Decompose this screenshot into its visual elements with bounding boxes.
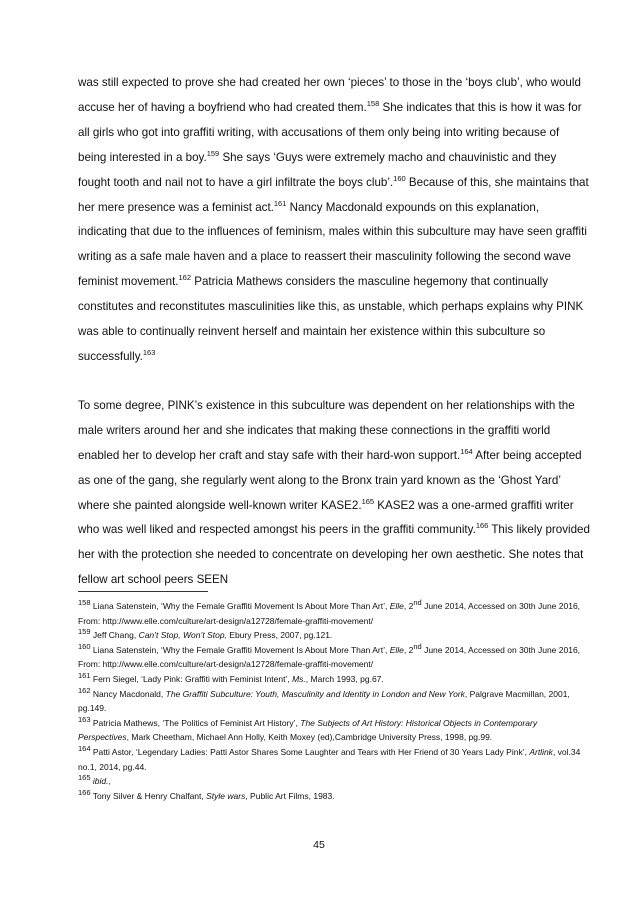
italic-title: Can’t Stop, Won’t Stop,	[138, 630, 227, 641]
footnote	[78, 774, 590, 789]
footnote-ref: 164	[78, 744, 91, 754]
italic-title: Style wars	[206, 790, 246, 801]
footnote-ref: 160	[393, 173, 406, 183]
footnote-ref: 159	[78, 627, 91, 637]
footnote-ref: 162	[178, 273, 192, 283]
paragraph-text: was still expected to prove she had created her own ‘pieces’ to those in the ‘boys club’, who would accuse her of having a boyfriend who had created them.	[78, 76, 581, 114]
footnote-text: Fern Siegel, ‘Lady Pink: Graffiti with Feminist Intent’,	[90, 673, 293, 684]
footnote-text: Patti Astor, ‘Legendary Ladies: Patti Astor Shares Some Laughter and Tears with Her Friend of 30 Years Lady Pink’,	[90, 746, 530, 757]
footnote	[78, 643, 590, 672]
page-number: 45	[313, 839, 325, 851]
paragraph	[78, 394, 590, 593]
footnote	[78, 716, 590, 745]
footnote-ref: 165	[78, 773, 91, 783]
footnote-text: Ebury Press, 2007, pg.121.	[226, 630, 333, 641]
footnote-ref: nd	[413, 598, 422, 608]
paragraph-text: After being accepted as one of the gang, she regularly went along to the Bronx train yard known as the ‘Ghost Yard’ where she painted alongside well-known writer KASE2.	[78, 448, 582, 512]
footnote-text: June 2014, Accessed on 30th June 2016, From: http://www.elle.com/culture/art-design/a12728/female-graffiti-movement/	[78, 644, 581, 670]
italic-title: Elle	[389, 644, 404, 655]
italic-title: The Subjects of Art History: Historical Objects in Contemporary Perspectives	[78, 717, 538, 743]
footnote-text: , Mark Cheetham, Michael Ann Holly, Keith Moxey (ed),Cambridge University Press, 1998, pg.99.	[126, 732, 493, 743]
footnote	[78, 789, 590, 804]
italic-title: Ms.	[292, 673, 306, 684]
footnote-text: , vol.34 no.1, 2014, pg.44.	[78, 746, 581, 772]
footnote	[78, 672, 590, 687]
paragraph-text: She indicates that this is how it was for all girls who got into graffiti writing, with accusations of them only being into writing because of being interested in a boy.	[78, 100, 582, 164]
footnote-text: Liana Satenstein, ‘Why the Female Graffiti Movement Is About More Than Art’,	[90, 644, 390, 655]
footnote	[78, 599, 590, 628]
footnote-text: , Palgrave Macmillan, 2001, pg.149.	[78, 688, 570, 714]
footnote-ref: 163	[142, 348, 156, 358]
footnote-text: , March 1993, pg.67.	[305, 673, 384, 684]
footnote	[78, 628, 590, 643]
footnote-ref: 158	[366, 99, 380, 109]
paragraph-text: To some degree, PINK’s existence in this subculture was dependent on her relationships with the male writers around her and she indicates that making these connections in the graffiti world enabled her to develop her craft and stay safe with their hard-won support.	[78, 398, 575, 462]
footnote	[78, 745, 590, 774]
footnotes	[78, 599, 590, 803]
paragraph-text: Nancy Macdonald expounds on this explanation, indicating that due to the influences of feminism, males within this subculture may have seen graffiti writing as a safe male haven and a place to reassert their masculinity following the second wave feminist movement.	[78, 200, 587, 289]
footnote-ref: nd	[413, 641, 422, 651]
footnote-text: , 2	[403, 601, 414, 611]
footnote-ref: 166	[78, 787, 91, 797]
footnote-ref: 158	[78, 598, 91, 608]
footnote-ref: 161	[273, 198, 287, 208]
paragraph-text: Patricia Mathews considers the masculine hegemony that continually constitutes and reconstitutes masculinities like this, as unstable, which perhaps explains why PINK was able to continually reinvent herself and maintain her existence within this subculture so successfully.	[78, 275, 584, 363]
footnote-text: , Public Art Films, 1983.	[245, 790, 335, 801]
body-text	[78, 71, 590, 593]
footnote-ref: 160	[78, 641, 91, 651]
footnote-ref: 162	[78, 685, 91, 695]
italic-title: ibid.,	[92, 776, 111, 787]
italic-title: The Graffiti Subculture: Youth, Masculinity and Identity in London and New York	[165, 688, 465, 699]
footnote-ref: 165	[361, 496, 375, 506]
footnote-ref: 161	[78, 671, 91, 681]
paragraph-text: Because of this, she maintains that her mere presence was a feminist act.	[78, 175, 589, 214]
footnote-text: Liana Satenstein, ‘Why the Female Graffiti Movement Is About More Than Art’,	[90, 601, 390, 611]
footnote-text: Nancy Macdonald,	[90, 688, 166, 699]
paragraph	[78, 71, 590, 370]
paragraph-text: This likely provided her with the protection she needed to concentrate on developing her own aesthetic. She notes that fellow art school peers SEEN	[78, 523, 590, 587]
footnote-text: Jeff Chang,	[90, 630, 139, 641]
footnote-ref: 163	[78, 714, 91, 724]
footnote-ref: 164	[460, 446, 473, 456]
footnote-ref: 166	[475, 521, 489, 531]
footnote-text: , 2	[403, 644, 414, 655]
footnote-text: Patricia Mathews, ‘The Politics of Feminist Art History’,	[90, 717, 301, 728]
paragraph-text: She says ‘Guys were extremely macho and chauvinistic and they fought tooth and nail not to have a girl infiltrate the boys club’.	[78, 150, 557, 189]
footnote-ref: 159	[206, 148, 220, 158]
footnote-text: June 2014, Accessed on 30th June 2016, From: http://www.elle.com/culture/art-design/a12728/female-graffiti-movement/	[78, 601, 581, 626]
footnote-text: Tony Silver & Henry Chalfant,	[90, 790, 207, 801]
footnote	[78, 687, 590, 716]
italic-title: Elle	[389, 601, 404, 611]
paragraph-text: KASE2 was a one-armed graffiti writer who was well liked and respected amongst his peers in the graffiti community.	[78, 498, 574, 537]
footnote-separator	[78, 591, 208, 592]
italic-title: Artlink	[529, 746, 553, 757]
